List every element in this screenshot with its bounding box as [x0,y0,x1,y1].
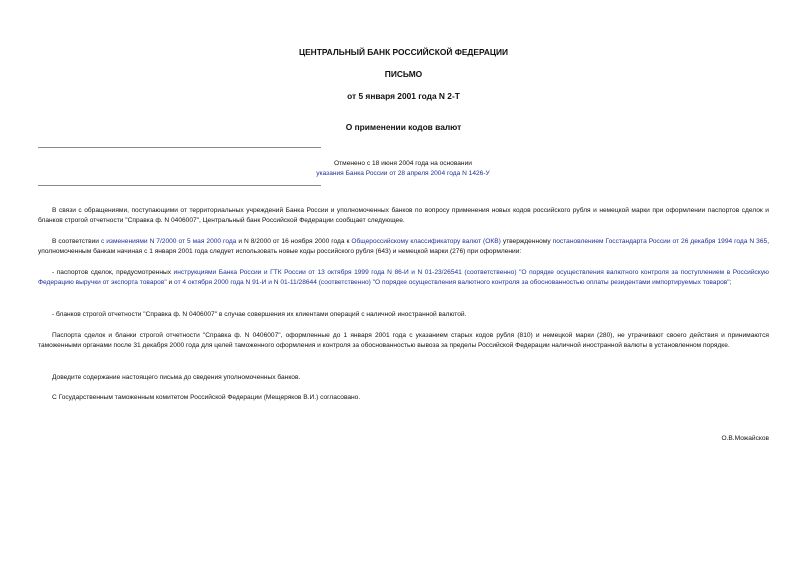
cancel-note-text: Отменено с 18 июня 2004 года на основании [334,160,472,167]
paragraph-1: В связи с обращениями, поступающими от территориальных учреждений Банка России и уполномоченных банков по вопросу применения новых кодов российского рубля и немецкой марки при оформлении паспортов сделок и бланков строгой отчетности "Справка ф. N 0406007", Центральный банк Российской Федерации сообщает следующее. [38,207,769,225]
link-gosstandart-resolution[interactable]: постановлением Госстандарта России от 26 декабря 1994 года N 365 [552,238,768,245]
p3-text-1: - паспортов сделок, предусмотренных [52,269,174,276]
paragraph-6: Доведите содержание настоящего письма до сведения уполномоченных банков. [52,374,301,381]
divider-top [38,147,321,148]
p2-text-4: , уполномоченным банкам начиная с 1 января 2001 года следует использовать новые коды российского рубля (643) и немецкой марки (276) при оформлении: [38,238,770,256]
doc-date-number: от 5 января 2001 года N 2-Т [347,91,460,101]
divider-bottom [38,185,321,186]
paragraph-2 [38,237,769,258]
paragraph-3 [38,268,769,289]
paragraph-4: - бланков строгой отчетности "Справка ф. N 0406007" в случае совершения их клиентами операций с наличной иностранной валютой. [52,311,467,318]
p2-text-3: утвержденному [500,238,553,245]
link-okv-changes[interactable]: с изменениями N 7/2000 от 5 мая 2000 года [100,238,237,245]
p3-text-3: ; [729,279,732,287]
doc-title: О применении кодов валют [345,122,462,132]
doc-type: ПИСЬМО [384,69,423,79]
cancel-note-link[interactable]: указания Банка России от 28 апреля 2004 года N 1426-У [316,170,490,177]
link-okv-classifier[interactable]: Общероссийскому классификатору валют (ОКВ) [351,238,501,245]
p2-text-2: и N 8/2000 от 16 ноября 2000 года к [236,238,352,245]
paragraph-5: Паспорта сделок и бланки строгой отчетности "Справка ф. N 0406007", оформленные до 1 января 2001 года с указанием старых кодов рубля (810) и немецкой марки (280), не утрачивают своего действия и принимаются таможенными органами после 31 декабря 2000 года для целей таможенного оформления и контроля за обоснованностью вывоза за пределы Российской Федерации наличной иностранной валюты в установленном порядке. [38,332,769,350]
paragraph-7: С Государственным таможенным комитетом Российской Федерации (Мещеряков В.И.) согласовано. [52,394,361,401]
link-instructions-export[interactable]: инструкциями Банка России и ГТК России от 13 октября 1999 года N 86-И и N 01-23/26541 (соответственно) "О порядке осуществления валютного контроля за поступлением в Российскую Федерацию выручки от экспорта товаров" [38,269,770,287]
cancel-note [300,159,506,179]
link-instructions-import[interactable]: от 4 октября 2000 года N 91-И и N 01-11/28644 (соответственно) "О порядке осуществления валютного контроля за обоснованностью оплаты резидентами импортируемых товаров" [174,279,730,287]
signature: О.В.Можайсков [721,435,769,442]
p3-text-2: и [166,279,175,287]
p2-text-1: В соответствии [52,238,101,245]
header-org: ЦЕНТРАЛЬНЫЙ БАНК РОССИЙСКОЙ ФЕДЕРАЦИИ [298,47,509,57]
